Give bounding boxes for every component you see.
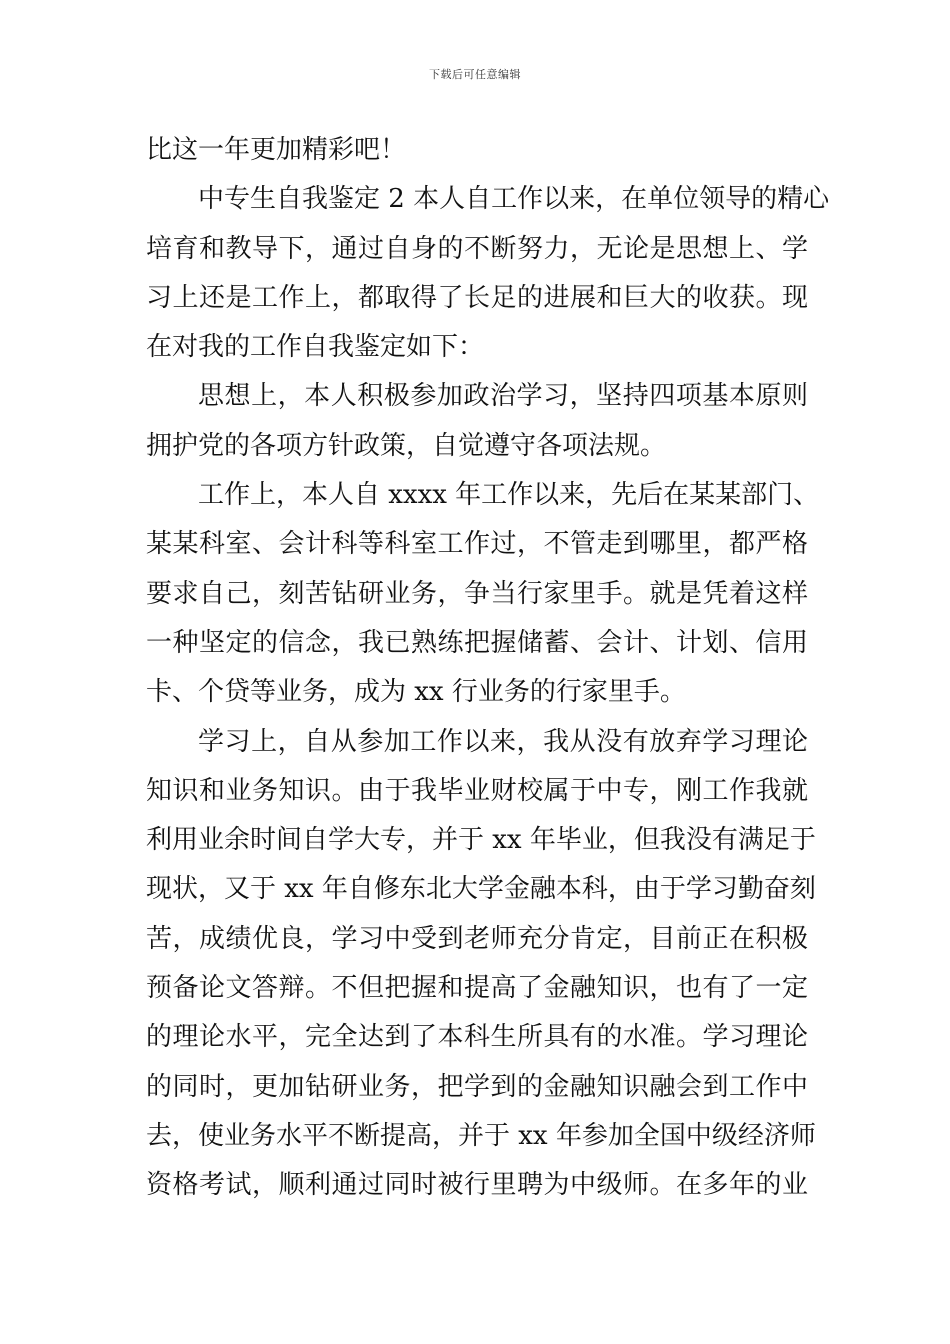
text-line: 的理论水平，完全达到了本科生所具有的水准。学习理论 xyxy=(146,1022,808,1053)
text-line: 要求自己，刻苦钻研业务，争当行家里手。就是凭着这样 xyxy=(146,578,808,609)
text-line: 预备论文答辩。不但把握和提高了金融知识，也有了一定 xyxy=(146,973,808,1004)
text-line: 知识和业务知识。由于我毕业财校属于中专，刚工作我就 xyxy=(146,775,808,806)
header-note: 下载后可任意编辑 xyxy=(429,68,521,81)
text-line: 培育和教导下，通过自身的不断努力，无论是思想上、学 xyxy=(146,233,808,264)
text-line: 拥护党的各项方针政策，自觉遵守各项法规。 xyxy=(146,430,667,461)
text-line: 一种坚定的信念，我已熟练把握储蓄、会计、计划、信用 xyxy=(146,627,808,658)
text-line: 去，使业务水平不断提高，并于 xx 年参加全国中级经济师 xyxy=(146,1120,816,1151)
text-line: 习上还是工作上，都取得了长足的进展和巨大的收获。现 xyxy=(146,282,808,313)
text-line: 现状，又于 xx 年自修东北大学金融本科，由于学习勤奋刻 xyxy=(146,874,816,905)
document-body xyxy=(146,126,830,1211)
text-line: 的同时，更加钻研业务，把学到的金融知识融会到工作中 xyxy=(146,1071,808,1102)
text-line: 在对我的工作自我鉴定如下： xyxy=(146,332,485,363)
text-line: 某某科室、会计科等科室工作过，不管走到哪里，都严格 xyxy=(146,529,808,560)
text-line: 学习上，自从参加工作以来，我从没有放弃学习理论 xyxy=(198,726,808,757)
text-line: 苦，成绩优良，学习中受到老师充分肯定，目前正在积极 xyxy=(146,923,808,954)
text-line: 卡、个贷等业务，成为 xx 行业务的行家里手。 xyxy=(146,677,686,708)
text-line: 资格考试，顺利通过同时被行里聘为中级师。在多年的业 xyxy=(146,1170,808,1201)
text-line: 工作上，本人自 xxxx 年工作以来，先后在某某部门、 xyxy=(198,480,820,511)
text-line: 思想上，本人积极参加政治学习，坚持四项基本原则 xyxy=(198,381,808,412)
text-line: 利用业余时间自学大专，并于 xx 年毕业，但我没有满足于 xyxy=(146,825,816,856)
text-line: 比这一年更加精彩吧！ xyxy=(146,135,407,165)
text-line: 中专生自我鉴定 2 本人自工作以来，在单位领导的精心 xyxy=(198,184,830,215)
